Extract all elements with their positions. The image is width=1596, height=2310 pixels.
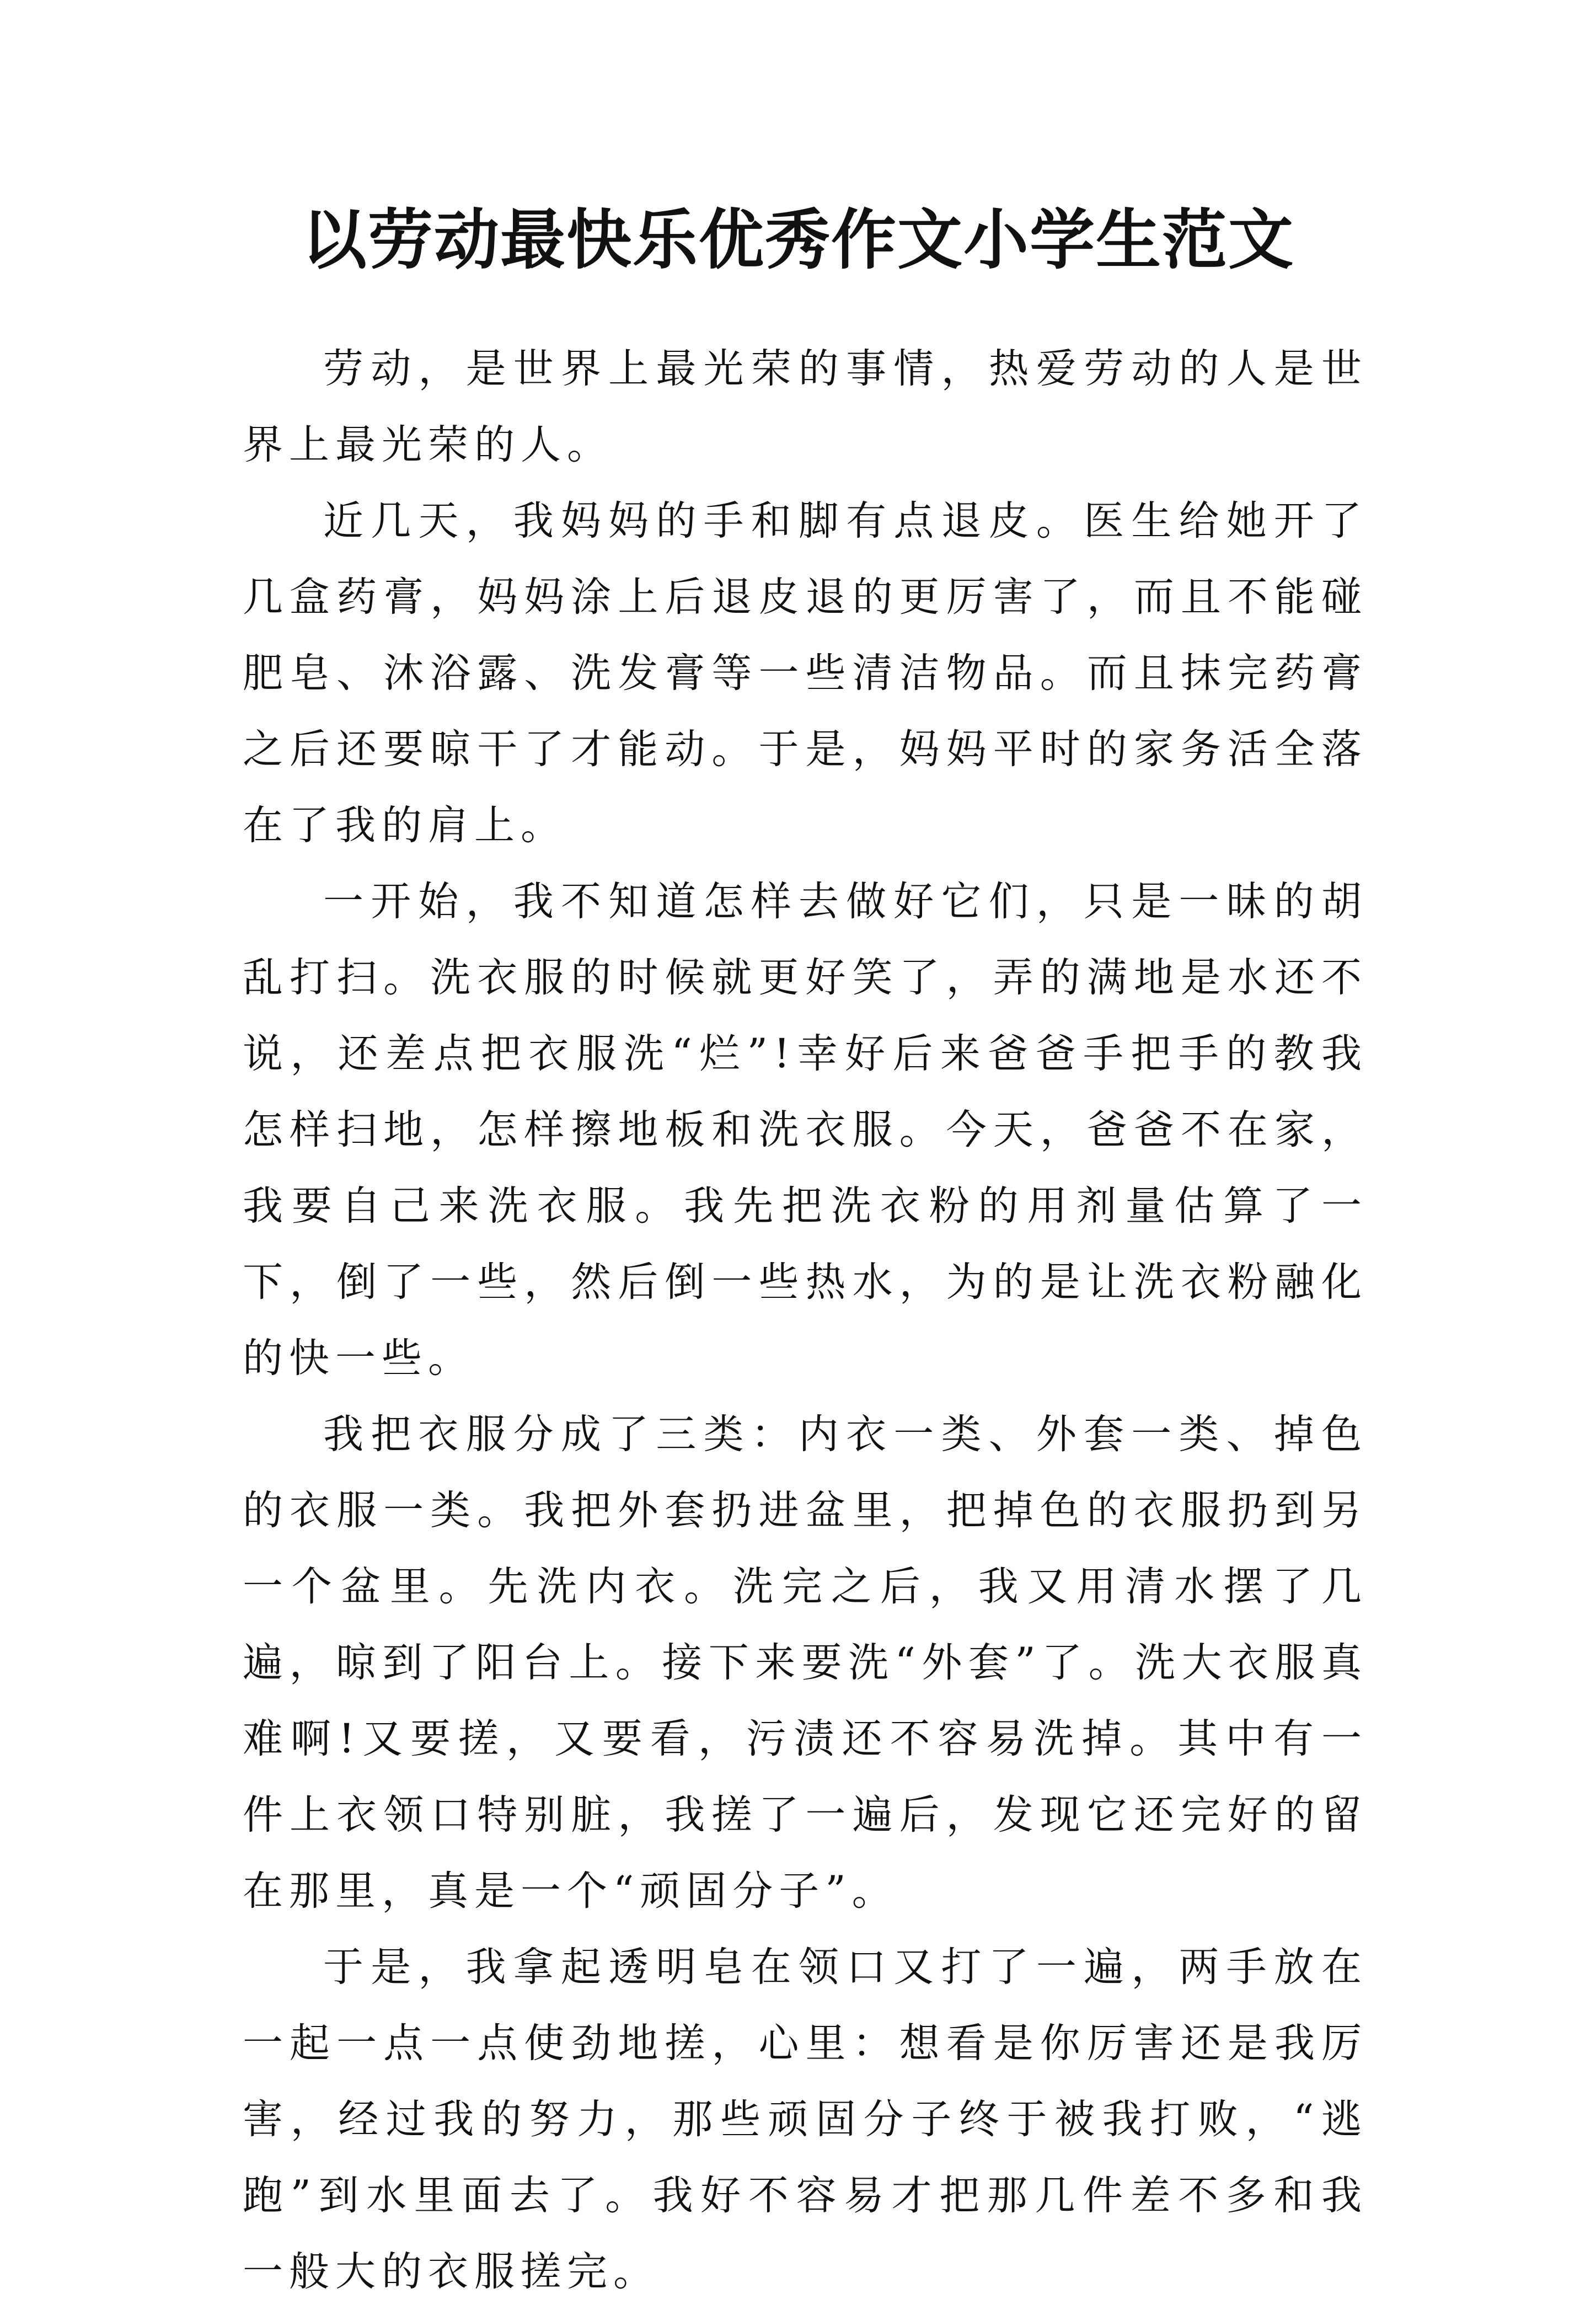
paragraph: 于是，我拿起透明皂在领口又打了一遍，两手放在一起一点一点使劲地搓，心里：想看是你厉害还是我厉害，经过我的努力，那些顽固分子终于被我打败，“逃跑”到水里面去了。我好不容易才把那几件差不多和我一般大的衣服搓完。 — [243, 1944, 1368, 2295]
paragraph: 近几天，我妈妈的手和脚有点退皮。医生给她开了几盒药膏，妈妈涂上后退皮退的更厉害了，而且不能碰肥皂、沐浴露、洗发膏等一些清洁物品。而且抹完药膏之后还要晾干了才能动。于是，妈妈平时的家务活全落在了我的肩上。 — [243, 498, 1368, 849]
page-title: 以劳动最快乐优秀作文小学生范文 — [301, 202, 1294, 278]
essay-body — [243, 331, 1368, 2310]
paragraph: 我把衣服分成了三类：内衣一类、外套一类、掉色的衣服一类。我把外套扔进盆里，把掉色的衣服扔到另一个盆里。先洗内衣。洗完之后，我又用清水摆了几遍，晾到了阳台上。接下来要洗“外套”了。洗大衣服真难啊!又要搓，又要看，污渍还不容易洗掉。其中有一件上衣领口特别脏，我搓了一遍后，发现它还完好的留在那里，真是一个“顽固分子”。 — [243, 1411, 1368, 1915]
paragraph: 劳动，是世界上最光荣的事情，热爱劳动的人是世界上最光荣的人。 — [243, 345, 1368, 468]
paragraph: 一开始，我不知道怎样去做好它们，只是一昧的胡乱打扫。洗衣服的时候就更好笑了，弄的满地是水还不说，还差点把衣服洗“烂”!幸好后来爸爸手把手的教我怎样扫地，怎样擦地板和洗衣服。今天，爸爸不在家，我要自己来洗衣服。我先把洗衣粉的用剂量估算了一下，倒了一些，然后倒一些热水，为的是让洗衣粉融化的快一些。 — [243, 878, 1368, 1382]
